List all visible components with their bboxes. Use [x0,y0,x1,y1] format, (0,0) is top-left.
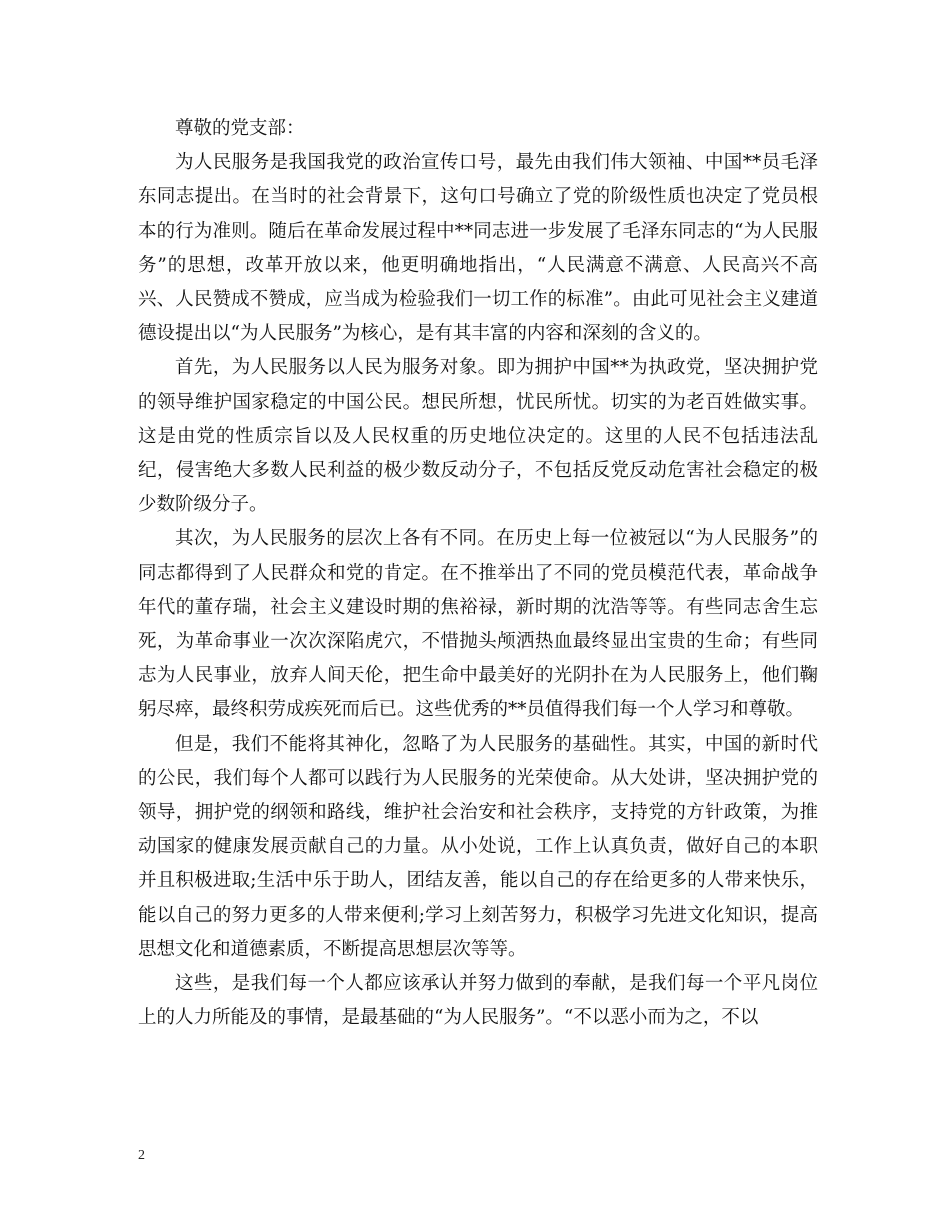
salutation: 尊敬的党支部： [175,118,305,139]
page-number: 2 [138,1148,145,1163]
paragraph-5: 这些，是我们每一个人都应该承认并努力做到的奉献，是我们每一个平凡岗位上的人力所能及的事情，是最基础的“为人民服务”。“不以恶小而为之，不以 [138,973,818,1029]
paragraph-4: 但是，我们不能将其神化，忽略了为人民服务的基础性。其实，中国的新时代的公民，我们每个人都可以践行为人民服务的光荣使命。从大处讲，坚决拥护党的领导，拥护党的纲领和路线，维护社会治安和社会秩序，支持党的方针政策，为推动国家的健康发展贡献自己的力量。从小处说，工作上认真负责，做好自己的本职并且积极进取;生活中乐于助人，团结友善，能以自己的存在给更多的人带来快乐，能以自己的努力更多的人带来便利;学习上刻苦努力，积极学习先进文化知识，提高思想文化和道德素质，不断提高思想层次等等。 [138,733,818,960]
document-body [138,112,818,1035]
paragraph-3: 其次，为人民服务的层次上各有不同。在历史上每一位被冠以“为人民服务”的同志都得到了人民群众和党的肯定。在不推举出了不同的党员模范代表，革命战争年代的董存瑞，社会主义建设时期的焦裕禄，新时期的沈浩等等。有些同志舍生忘死，为革命事业一次次深陷虎穴，不惜抛头颅洒热血最终显出宝贵的生命；有些同志为人民事业，放弃人间天伦，把生命中最美好的光阴扑在为人民服务上，他们鞠躬尽瘁，最终积劳成疾死而后已。这些优秀的**员值得我们每一个人学习和尊敬。 [138,528,818,721]
paragraph-1: 为人民服务是我国我党的政治宣传口号，最先由我们伟大领袖、中国**员毛泽东同志提出。在当时的社会背景下，这句口号确立了党的阶级性质也决定了党员根本的行为准则。随后在革命发展过程中**同志进一步发展了毛泽东同志的“为人民服务”的思想，改革开放以来，他更明确地指出，“人民满意不满意、人民高兴不高兴、人民赞成不赞成，应当成为检验我们一切工作的标准”。由此可见社会主义建道德设提出以“为人民服务”为核心，是有其丰富的内容和深刻的含义的。 [138,152,818,345]
paragraph-2: 首先，为人民服务以人民为服务对象。即为拥护中国**为执政党，坚决拥护党的领导维护国家稳定的中国公民。想民所想，忧民所忧。切实的为老百姓做实事。这是由党的性质宗旨以及人民权重的历史地位决定的。这里的人民不包括违法乱纪，侵害绝大多数人民利益的极少数反动分子，不包括反党反动危害社会稳定的极少数阶级分子。 [138,357,818,516]
